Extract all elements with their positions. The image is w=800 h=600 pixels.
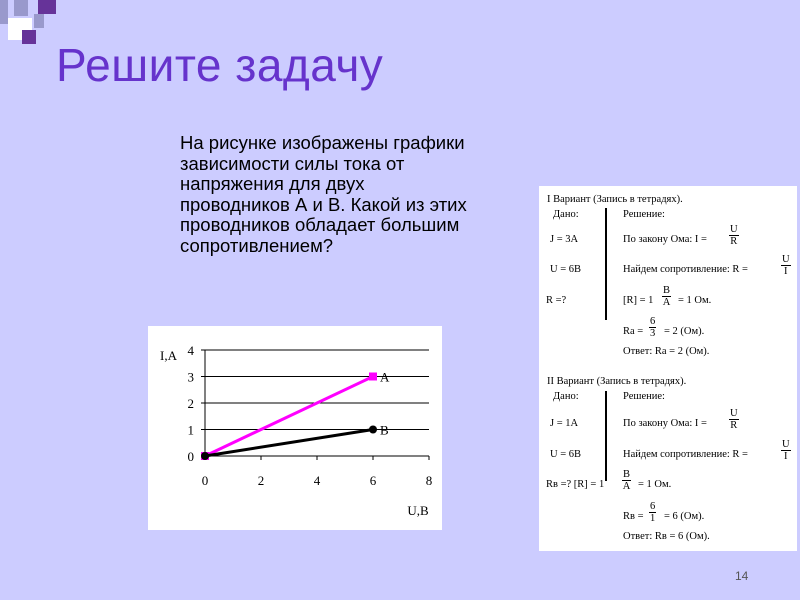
x-tick-label: 8 — [425, 473, 433, 488]
v1-given-voltage: U = 6B — [550, 264, 582, 275]
v1-solution-label: Решение: — [623, 209, 665, 220]
v1-units-result: = 1 Ом. — [678, 295, 712, 306]
series-label-b: B — [380, 422, 389, 438]
y-axis-label: I,A — [160, 348, 177, 363]
slide-title: Решите задачу — [56, 39, 384, 91]
v1-find-resistance: Найдем сопротивление: R = — [623, 264, 748, 275]
frac-denominator: 1 — [650, 513, 656, 524]
v2-resistance-frac — [781, 439, 791, 462]
x-tick-label: 0 — [201, 473, 209, 488]
v1-ohm-law: По закону Ома: I = — [623, 234, 707, 245]
y-tick-label: 1 — [187, 422, 194, 438]
v1-given-unknown: R =? — [546, 295, 567, 306]
frac-numerator: B — [623, 469, 631, 480]
v2-ohm-law: По закону Ома: I = — [623, 418, 707, 429]
solution-panel — [539, 186, 797, 551]
x-tick-label: 4 — [313, 473, 321, 488]
y-tick-label: 3 — [187, 369, 194, 385]
chart-svg — [148, 326, 442, 530]
frac-numerator: U — [730, 224, 738, 235]
v1-units-frac — [662, 285, 671, 308]
v1-header: I Вариант (Запись в тетрадях). — [547, 194, 683, 205]
v2-calc-frac — [649, 501, 656, 524]
v1-calc-result: = 2 (Ом). — [664, 326, 705, 337]
v2-units-frac — [622, 469, 631, 492]
frac-numerator: B — [663, 285, 671, 296]
frac-denominator: 3 — [650, 328, 656, 339]
v2-header: II Вариант (Запись в тетрадях). — [547, 376, 687, 387]
v1-calc-frac — [649, 316, 656, 339]
page-number: 14 — [735, 569, 749, 583]
v2-given-voltage: U = 6B — [550, 449, 582, 460]
series-point-a — [369, 373, 377, 381]
frac-denominator: A — [622, 481, 631, 492]
y-tick-label: 4 — [187, 343, 194, 358]
frac-denominator: R — [730, 420, 738, 431]
series-point-b — [201, 452, 209, 460]
x-tick-label: 2 — [257, 473, 265, 488]
v2-find-resistance: Найдем сопротивление: R = — [623, 449, 748, 460]
frac-numerator: U — [782, 439, 790, 450]
v1-calc: Ra = — [623, 326, 644, 337]
v2-given-current: J = 1A — [550, 418, 579, 429]
iv-graph — [148, 326, 442, 530]
v2-solution-label: Решение: — [623, 391, 665, 402]
frac-numerator: 6 — [650, 316, 656, 327]
series-label-a: A — [380, 369, 390, 385]
v1-divider — [605, 208, 607, 320]
v2-units: Rв =? [R] = 1 — [546, 479, 605, 490]
task-text: На рисунке изображены графики зависимости силы тока от напряжения для двух проводников А и В. Какой из этих проводников обладает большим сопротивлением? — [180, 132, 467, 256]
v1-resistance-frac — [781, 254, 791, 277]
frac-numerator: U — [730, 408, 738, 419]
v2-calc: Rв = — [623, 511, 644, 522]
v1-given-label: Дано: — [553, 209, 579, 220]
series-point-b — [369, 426, 377, 434]
v2-divider — [605, 391, 607, 481]
v2-calc-result: = 6 (Ом). — [664, 511, 705, 522]
frac-denominator: I — [784, 451, 788, 462]
v1-ohm-frac — [729, 224, 739, 247]
v1-answer: Ответ: Ra = 2 (Ом). — [623, 346, 710, 357]
v2-given-label: Дано: — [553, 391, 579, 402]
v2-units-result: = 1 Ом. — [638, 479, 672, 490]
y-tick-label: 0 — [187, 449, 194, 464]
x-tick-label: 6 — [369, 473, 377, 488]
v1-given-current: J = 3A — [550, 234, 579, 245]
frac-denominator: I — [784, 266, 788, 277]
v1-units: [R] = 1 — [623, 295, 654, 306]
frac-numerator: 6 — [650, 501, 656, 512]
v2-ohm-frac — [729, 408, 739, 431]
v2-answer: Ответ: Rв = 6 (Ом). — [623, 531, 710, 542]
x-axis-label: U,B — [407, 503, 429, 518]
frac-denominator: R — [730, 236, 738, 247]
y-tick-label: 2 — [187, 396, 194, 411]
frac-denominator: A — [662, 297, 671, 308]
frac-numerator: U — [782, 254, 790, 265]
